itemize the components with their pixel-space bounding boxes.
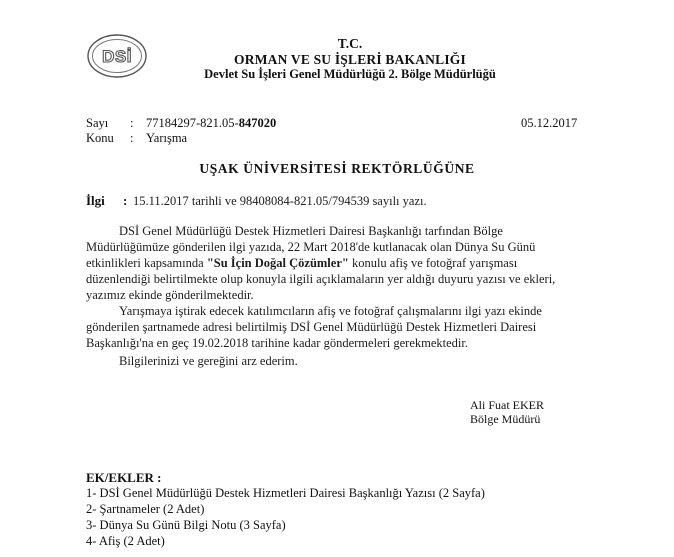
attachment-item: 3- Dünya Su Günü Bilgi Notu (3 Sayfa) bbox=[86, 518, 286, 532]
header-ministry: ORMAN VE SU İŞLERİ BAKANLIĞI bbox=[234, 52, 466, 67]
paragraph1-line3 bbox=[86, 256, 517, 271]
sayi-bold: 847020 bbox=[238, 116, 277, 130]
paragraph2-line1: Yarışmaya iştirak edecek katılımcıların afiş ve fotoğraf çalışmalarını ilgi yazı ekinde bbox=[119, 304, 542, 318]
attachments-title: EK/EKLER : bbox=[86, 470, 162, 485]
signatory-title: Bölge Müdürü bbox=[470, 412, 541, 426]
paragraph1-line2: Müdürlüğümüze gönderilen ilgi yazıda, 22 Mart 2018'de kutlanacak olan Dünya Su Günü bbox=[86, 240, 536, 254]
paragraph1-line4: düzenlendiği belirtilmekte olup konuyla ilgili açıklamaların yer aldığı duyuru yazısı ve ekleri, bbox=[86, 272, 556, 286]
ilgi-label: İlgi bbox=[86, 193, 105, 208]
attachment-item: 2- Şartnameler (2 Adet) bbox=[86, 502, 205, 516]
dsi-logo-icon bbox=[86, 33, 148, 79]
sayi-prefix: 77184297-821.05- bbox=[146, 116, 239, 130]
header-tc: T.C. bbox=[337, 36, 363, 51]
addressee: UŞAK ÜNİVERSİTESİ REKTÖRLÜĞÜNE bbox=[199, 161, 475, 176]
konu-label: Konu bbox=[86, 131, 114, 145]
konu-value: Yarışma bbox=[146, 131, 188, 145]
attachment-item: 4- Afiş (2 Adet) bbox=[86, 534, 165, 548]
paragraph2-line3: Başkanlığı'na en geç 19.02.2018 tarihine kadar göndermeleri gerekmektedir. bbox=[86, 336, 468, 350]
sayi-separator: : bbox=[130, 116, 134, 130]
paragraph2-line2: gönderilen şartnamede adresi belirtilmiş DSİ Genel Müdürlüğü Destek Hizmetleri Dairesi bbox=[86, 320, 537, 334]
paragraph1-line5: yazımız ekinde gönderilmektedir. bbox=[86, 288, 254, 302]
signatory-name: Ali Fuat EKER bbox=[470, 398, 544, 412]
paragraph1-line1: DSİ Genel Müdürlüğü Destek Hizmetleri Dairesi Başkanlığı tarfından Bölge bbox=[119, 224, 503, 238]
ilgi-separator: : bbox=[123, 193, 128, 208]
header-directorate: Devlet Su İşleri Genel Müdürlüğü 2. Bölge Müdürlüğü bbox=[204, 67, 496, 81]
logo-text: DSİ bbox=[102, 47, 132, 66]
closing-line: Bilgilerinizi ve gereğini arz ederim. bbox=[119, 354, 298, 368]
sayi-number bbox=[146, 116, 276, 131]
p1l3-post: konulu afiş ve fotoğraf yarışması bbox=[348, 256, 518, 270]
sayi-label: Sayı bbox=[86, 116, 109, 130]
p1l3-pre: etkinlikleri kapsamında bbox=[86, 256, 207, 270]
ilgi-text: 15.11.2017 tarihli ve 98408084-821.05/794539 sayılı yazı. bbox=[133, 194, 427, 208]
letter-date: 05.12.2017 bbox=[521, 116, 578, 130]
konu-separator: : bbox=[130, 131, 134, 145]
p1l3-bold: "Su İçin Doğal Çözümler" bbox=[206, 256, 349, 270]
attachment-item: 1- DSİ Genel Müdürlüğü Destek Hizmetleri Dairesi Başkanlığı Yazısı (2 Sayfa) bbox=[86, 486, 485, 500]
